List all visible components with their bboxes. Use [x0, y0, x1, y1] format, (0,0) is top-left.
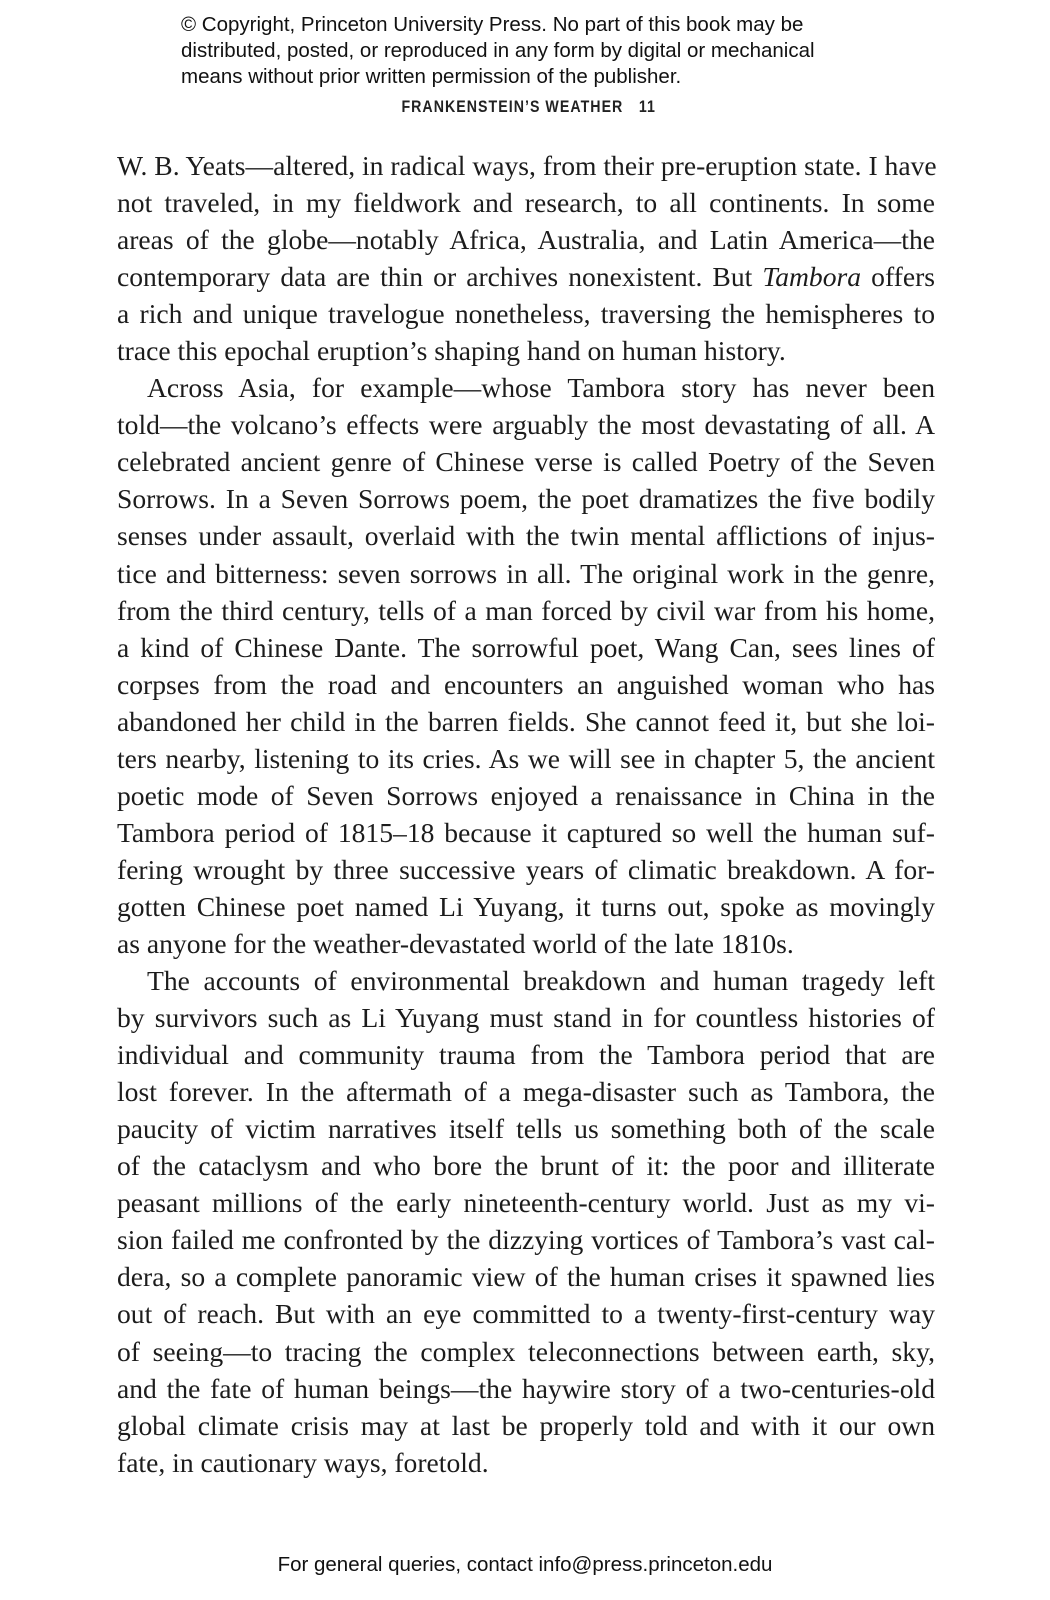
- page-number: 11: [638, 98, 656, 116]
- text-line: areas of the globe—notably Africa, Australia, and Latin America—the: [117, 224, 935, 256]
- copyright-line: means without prior written permission of the publisher.: [181, 65, 682, 88]
- text-line: out of reach. But with an eye committed to a twenty-first-century way: [117, 1298, 935, 1330]
- text-line: fate, in cautionary ways, foretold.: [117, 1446, 489, 1478]
- text-line: lost forever. In the aftermath of a mega-disaster such as Tambora, the: [117, 1076, 935, 1108]
- text-line: of seeing—to tracing the complex teleconnections between earth, sky,: [117, 1335, 935, 1367]
- text-line: individual and community trauma from the Tambora period that are: [117, 1039, 935, 1071]
- text-line: paucity of victim narratives itself tells us something both of the scale: [117, 1113, 935, 1145]
- text-line: dera, so a complete panoramic view of the human crises it spawned lies: [117, 1261, 935, 1293]
- text-line: gotten Chinese poet named Li Yuyang, it turns out, spoke as movingly: [117, 890, 935, 922]
- copyright-line: © Copyright, Princeton University Press. No part of this book may be: [181, 13, 804, 36]
- copyright-notice: [181, 12, 941, 90]
- text-line: poetic mode of Seven Sorrows enjoyed a renaissance in China in the: [117, 779, 935, 811]
- text-line: W. B. Yeats—altered, in radical ways, from their pre-eruption state. I have: [117, 150, 937, 181]
- body-text: [117, 147, 935, 1481]
- running-head-title: FRANKENSTEIN’S WEATHER: [401, 98, 624, 116]
- paragraph: [117, 369, 935, 962]
- text-line: of the cataclysm and who bore the brunt of it: the poor and illiterate: [117, 1150, 935, 1182]
- text-line: corpses from the road and encounters an anguished woman who has: [117, 668, 935, 700]
- text-line: The accounts of environmental breakdown and human tragedy left: [147, 965, 935, 997]
- text-line: contemporary data are thin or archives nonexistent. But Tambora offers: [117, 261, 935, 293]
- text-line: Sorrows. In a Seven Sorrows poem, the poet dramatizes the five bodily: [117, 483, 935, 515]
- text-line: celebrated ancient genre of Chinese verse is called Poetry of the Seven: [117, 446, 935, 478]
- text-line: not traveled, in my fieldwork and research, to all continents. In some: [117, 187, 935, 219]
- text-line: Tambora period of 1815–18 because it captured so well the human suf-: [117, 816, 935, 848]
- text-line: by survivors such as Li Yuyang must stand in for countless histories of: [117, 1002, 935, 1034]
- paragraph: [117, 147, 935, 369]
- text-line: ters nearby, listening to its cries. As we will see in chapter 5, the ancient: [117, 742, 935, 774]
- text-line: from the third century, tells of a man forced by civil war from his home,: [117, 594, 935, 626]
- text-line: sion failed me confronted by the dizzying vortices of Tambora’s vast cal-: [117, 1224, 935, 1256]
- text-line: as anyone for the weather-devastated world of the late 1810s.: [117, 927, 794, 959]
- copyright-line: distributed, posted, or reproduced in any form by digital or mechanical: [181, 39, 815, 62]
- text-line: tice and bitterness: seven sorrows in all. The original work in the genre,: [117, 557, 935, 589]
- text-line: trace this epochal eruption’s shaping hand on human history.: [117, 335, 786, 367]
- text-line: senses under assault, overlaid with the twin mental afflictions of injus-: [117, 520, 935, 552]
- text-line: told—the volcano’s effects were arguably the most devastating of all. A: [117, 409, 935, 441]
- paragraph: [117, 962, 935, 1481]
- text-line: abandoned her child in the barren fields. She cannot feed it, but she loi-: [117, 705, 935, 737]
- text-line: a kind of Chinese Dante. The sorrowful poet, Wang Can, sees lines of: [117, 631, 935, 663]
- running-head: [77, 98, 980, 117]
- text-line: fering wrought by three successive years of climatic breakdown. A for-: [117, 853, 935, 885]
- footer-contact: For general queries, contact info@press.princeton.edu: [277, 1553, 773, 1576]
- text-line: a rich and unique travelogue nonetheless, traversing the hemispheres to: [117, 298, 935, 330]
- text-line: global climate crisis may at last be properly told and with it our own: [117, 1409, 935, 1441]
- text-line: and the fate of human beings—the haywire story of a two-centuries-old: [117, 1372, 935, 1404]
- text-line: peasant millions of the early nineteenth-century world. Just as my vi-: [117, 1187, 935, 1219]
- text-line: Across Asia, for example—whose Tambora story has never been: [147, 372, 935, 404]
